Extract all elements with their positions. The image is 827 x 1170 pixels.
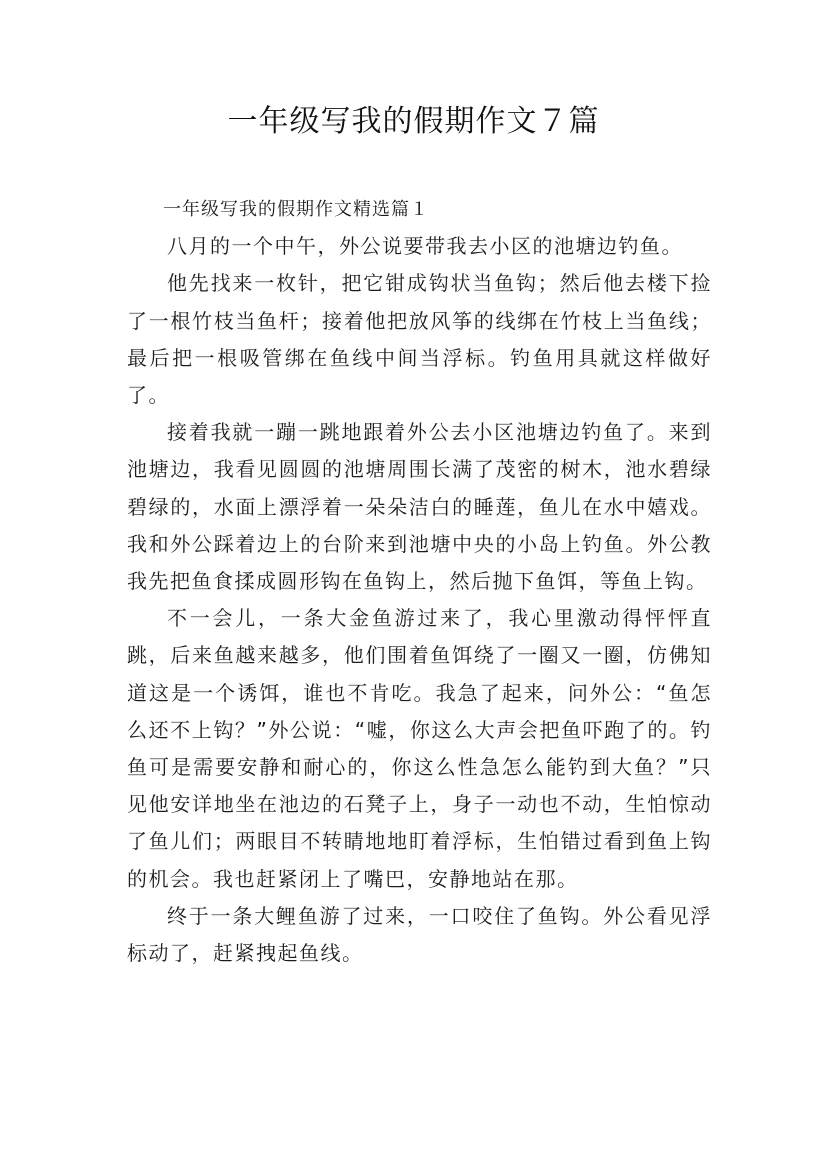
paragraph-4: 不一会儿，一条大金鱼游过来了，我心里激动得怦怦直跳，后来鱼越来越多，他们围着鱼饵绕了一圈又一圈，仿佛知道这是一个诱饵，谁也不肯吃。我急了起来，问外公：“鱼怎么还不上钩？”外公说：“嘘，你这么大声会把鱼吓跑了的。钓鱼可是需要安静和耐心的，你这么性急怎么能钓到大鱼？”只见他安详地坐在池边的石凳子上，身子一动也不动，生怕惊动了鱼儿们；两眼目不转睛地地盯着浮标，生怕错过看到鱼上钩的机会。我也赶紧闭上了嘴巴，安静地站在那。 xyxy=(127,606,712,891)
document-title: 一年级写我的假期作文７篇 xyxy=(227,104,600,139)
paragraph-1: 八月的一个中午，外公说要带我去小区的池塘边钓鱼。 xyxy=(167,234,683,259)
paragraph-5: 终于一条大鲤鱼游了过来，一口咬住了鱼钩。外公看见浮标动了，赶紧拽起鱼线。 xyxy=(127,903,712,966)
section-heading: 一年级写我的假期作文精选篇１ xyxy=(163,199,429,220)
paragraph-2: 他先找来一枚针，把它钳成钩状当鱼钩；然后他去楼下捡了一根竹枝当鱼杆；接着他把放风筝的线绑在竹枝上当鱼线；最后把一根吸管绑在鱼线中间当浮标。钓鱼用具就这样做好了。 xyxy=(127,271,712,408)
paragraph-3: 接着我就一蹦一跳地跟着外公去小区池塘边钓鱼了。来到池塘边，我看见圆圆的池塘周围长满了茂密的树木，池水碧绿碧绿的，水面上漂浮着一朵朵洁白的睡莲，鱼儿在水中嬉戏。我和外公踩着边上的台阶来到池塘中央的小岛上钓鱼。外公教我先把鱼食揉成圆形钩在鱼钩上，然后抛下鱼饵，等鱼上钩。 xyxy=(127,420,712,594)
document-body xyxy=(127,191,712,972)
